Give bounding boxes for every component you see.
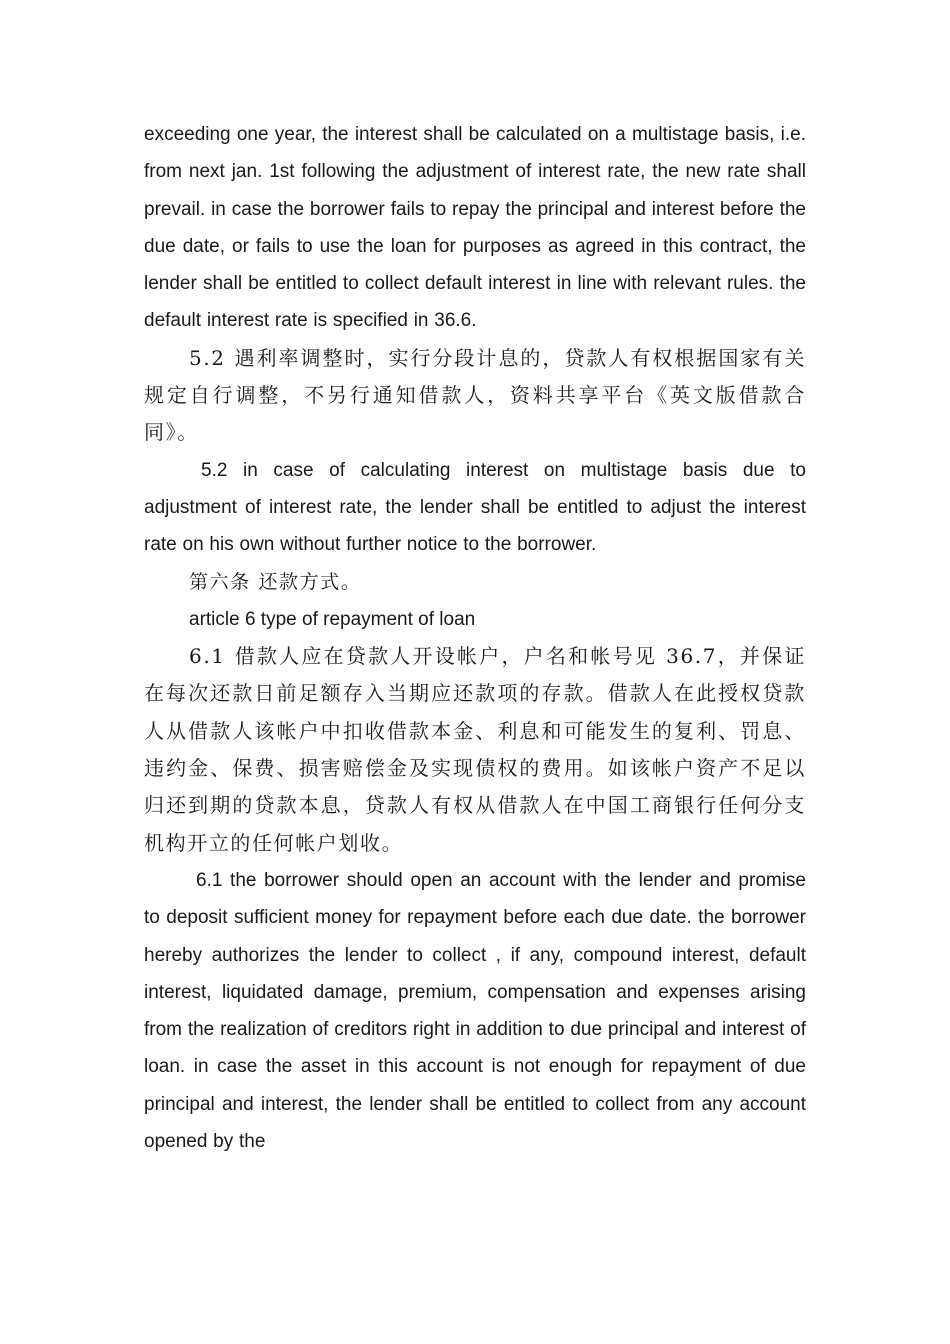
paragraph-6-1-english: 6.1 the borrower should open an account with the lender and promise to deposit sufficient money for repayment before each due date. the borrower hereby authorizes the lender to collect , if any, compound interest, default interest, liquidated damage, premium, compensation and expenses arising from the realization of creditors right in addition to due principal and interest of loan. in case the asset in this account is not enough for repayment of due principal and interest, the lender shall be entitled to collect from any account opened by the [144,869,806,1153]
article-6-heading-chinese: 第六条 还款方式。 [189,570,362,593]
article-6-heading-english: article 6 type of repayment of loan [189,608,476,630]
document-page [144,116,806,1160]
paragraph-6-1-chinese: 6.1 借款人应在贷款人开设帐户，户名和帐号见 36.7，并保证在每次还款日前足额存入当期应还款项的存款。借款人在此授权贷款人从借款人该帐户中扣收借款本金、利息和可能发生的复利、罚息、违约金、保费、损害赔偿金及实现债权的费用。如该帐户资产不足以归还到期的贷款本息，贷款人有权从借款人在中国工商银行任何分支机构开立的任何帐户划收。 [144,644,806,855]
paragraph-5-2-chinese: 5.2 遇利率调整时，实行分段计息的，贷款人有权根据国家有关规定自行调整，不另行通知借款人，资料共享平台《英文版借款合同》。 [144,345,806,445]
paragraph-interest-multistage: exceeding one year, the interest shall be calculated on a multistage basis, i.e. from next jan. 1st following the adjustment of interest rate, the new rate shall prevail. in case the borrower fails to repay the principal and interest before the due date, or fails to use the loan for purposes as agreed in this contract, the lender shall be entitled to collect default interest in line with relevant rules. the default interest rate is specified in 36.6. [144,124,806,332]
paragraph-5-2-english: 5.2 in case of calculating interest on multistage basis due to adjustment of interest rate, the lender shall be entitled to adjust the interest rate on his own without further notice to the borrower. [144,459,806,556]
